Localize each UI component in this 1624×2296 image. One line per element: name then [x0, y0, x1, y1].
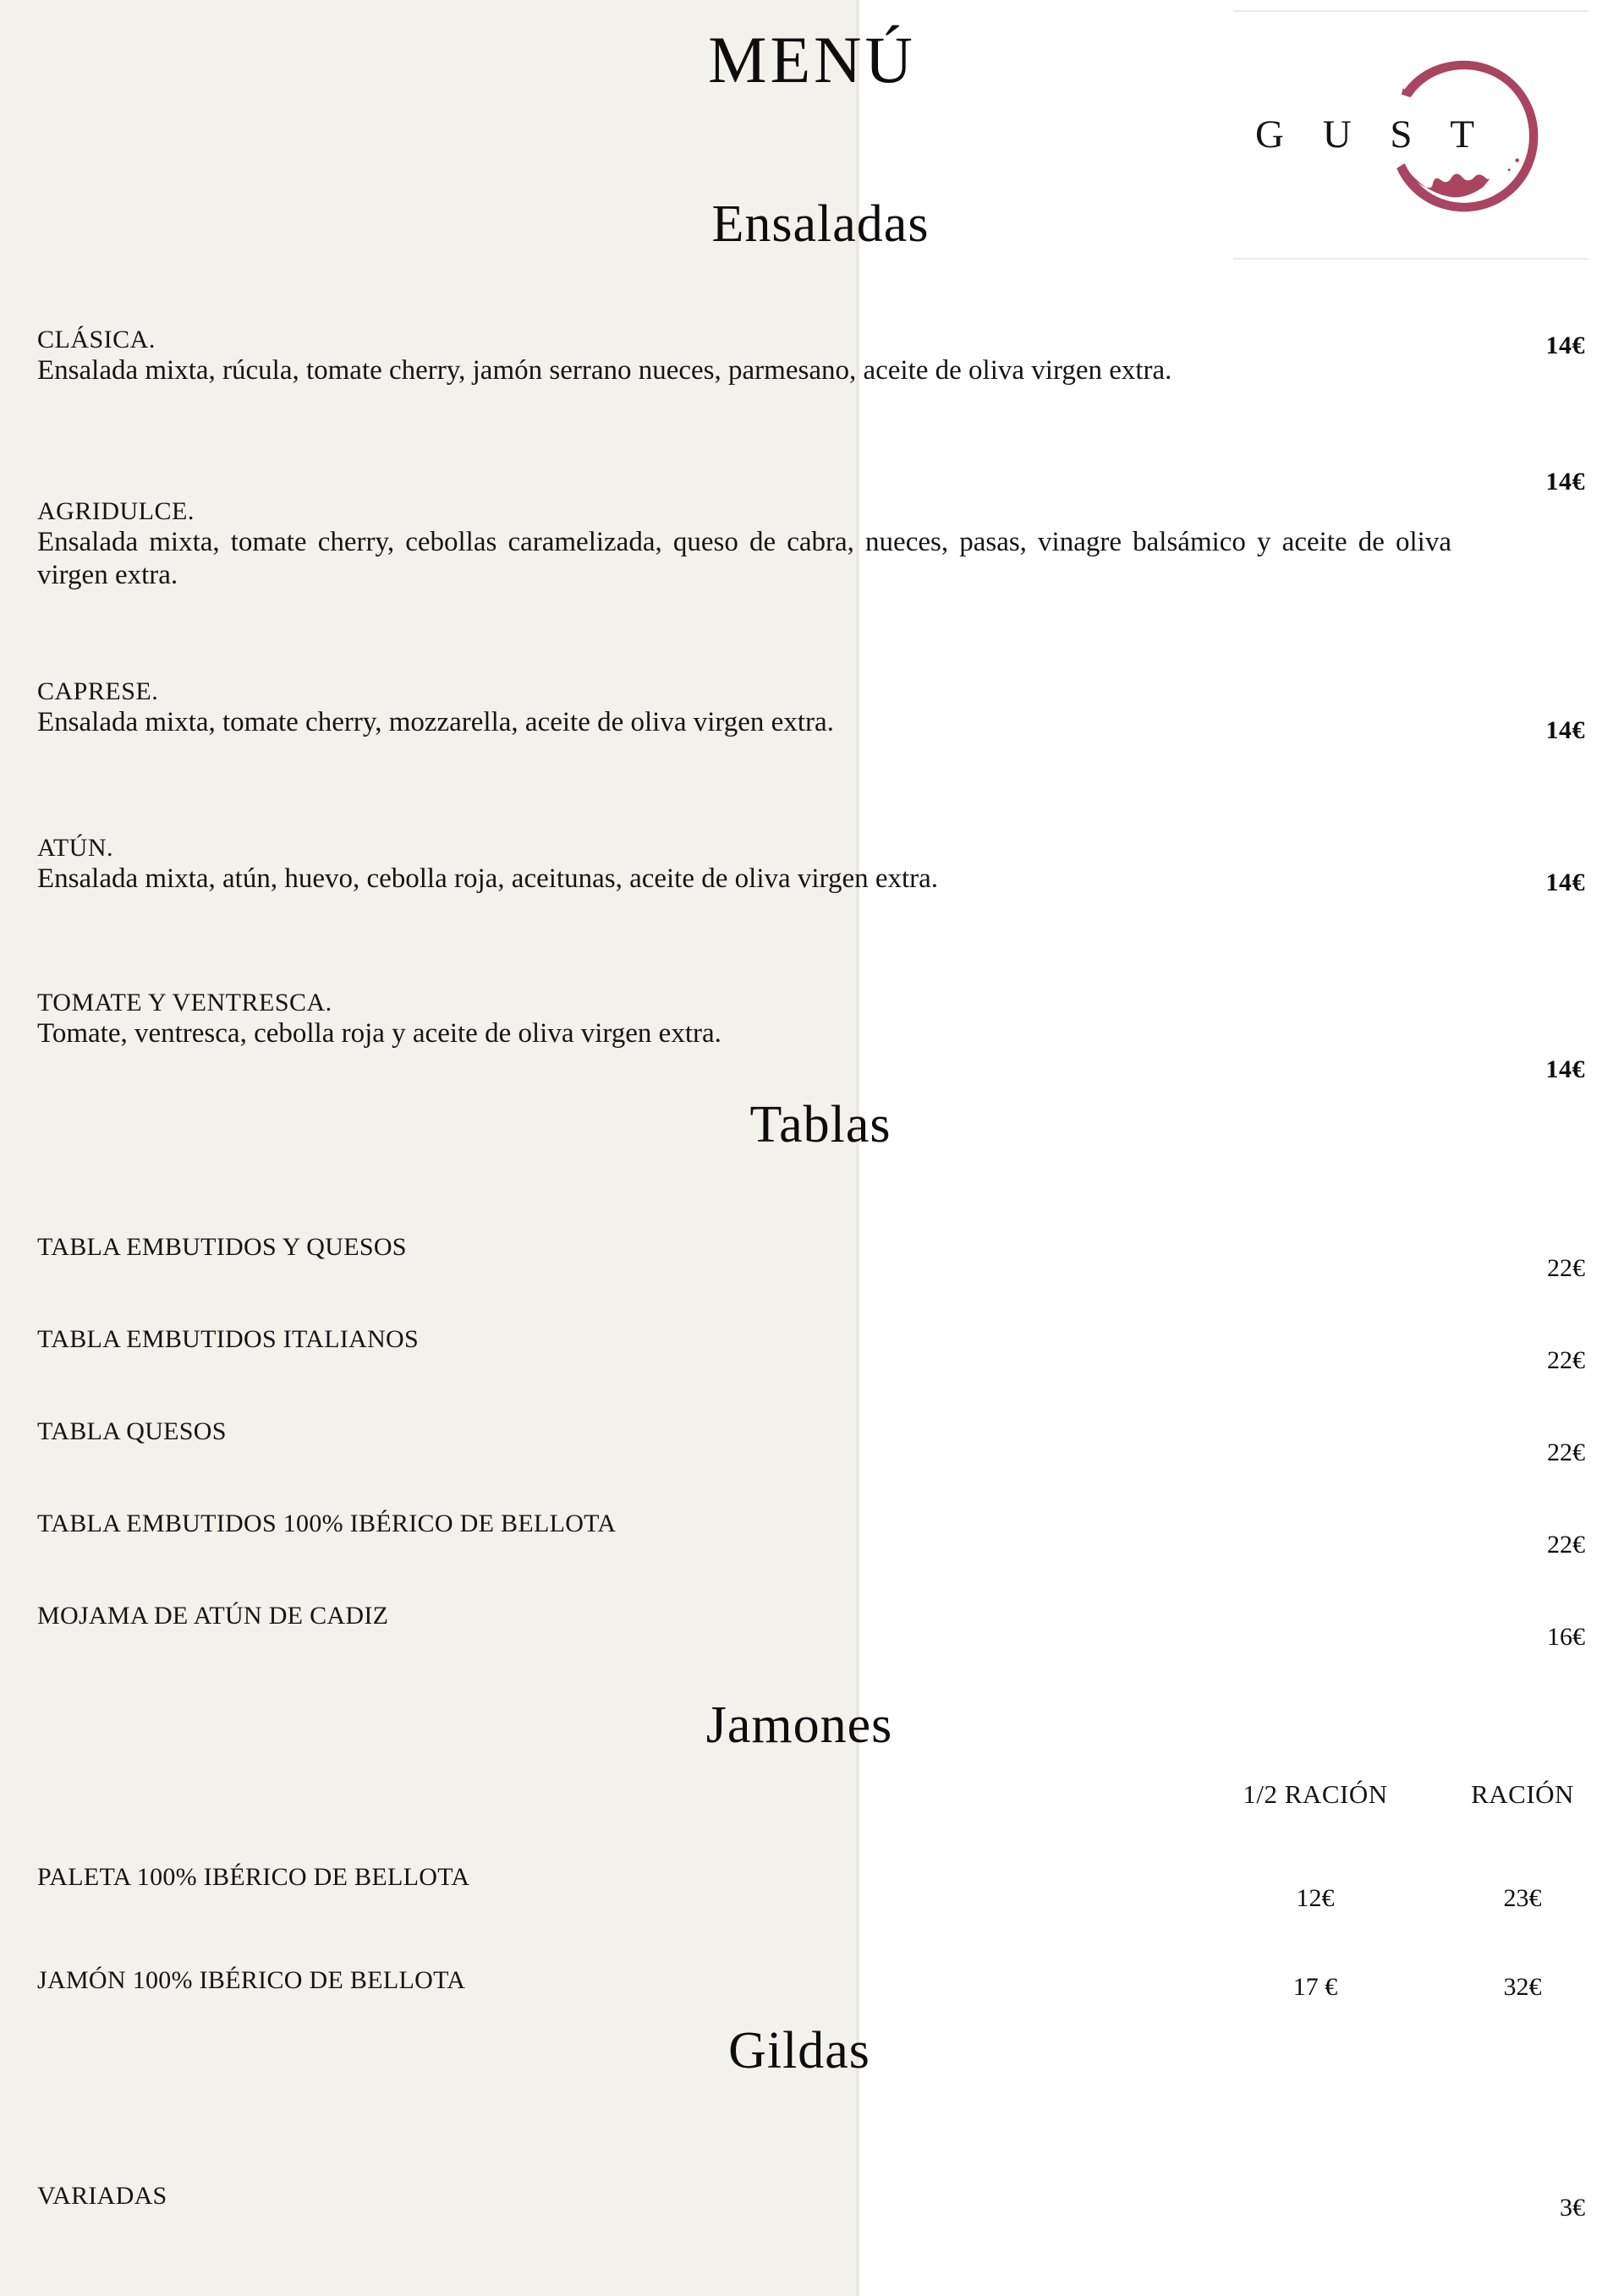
menu-item-description: Ensalada mixta, rúcula, tomate cherry, jamón serrano nueces, parmesano, aceite de oliva virgen extra.: [37, 355, 1172, 386]
menu-item-name: TABLA EMBUTIDOS 100% IBÉRICO DE BELLOTA: [37, 1510, 617, 1537]
menu-item[interactable]: [37, 677, 1467, 739]
page-title: MENÚ: [708, 23, 916, 96]
menu-item-price: 16€: [1547, 1623, 1585, 1651]
menu-item-price-half: 12€: [1296, 1884, 1335, 1912]
menu-item-price: 14€: [1545, 468, 1585, 496]
menu-item-price: 22€: [1547, 1438, 1585, 1466]
menu-item-price: 22€: [1547, 1346, 1585, 1374]
menu-item-name[interactable]: JAMÓN 100% IBÉRICO DE BELLOTA: [37, 1966, 466, 1994]
menu-item-description: Tomate, ventresca, cebolla roja y aceite de oliva virgen extra.: [37, 1018, 721, 1049]
menu-item-description: Ensalada mixta, tomate cherry, cebollas caramelizada, queso de cabra, nueces, pasas, vinagre balsámico y aceite de oliva virgen extra.: [37, 527, 1451, 591]
menu-item-price: 14€: [1545, 332, 1585, 359]
menu-item[interactable]: [37, 833, 1467, 896]
brand-wordmark: G U S T: [1255, 112, 1490, 156]
section-heading-gildas: Gildas: [728, 2022, 870, 2080]
menu-item-name: CAPRESE.: [37, 677, 159, 705]
menu-item-price-half: 17 €: [1292, 1973, 1338, 2001]
column-header-half-racion: 1/2 RACIÓN: [1243, 1779, 1388, 1809]
menu-item[interactable]: [37, 988, 1467, 1050]
menu-item-name: TABLA QUESOS: [37, 1417, 227, 1445]
menu-item-price-full: 23€: [1503, 1884, 1542, 1912]
menu-item-price: 14€: [1545, 869, 1585, 896]
column-header-racion: RACIÓN: [1471, 1779, 1574, 1809]
menu-item[interactable]: [37, 496, 1467, 592]
menu-item-name: TABLA EMBUTIDOS Y QUESOS: [37, 1233, 407, 1261]
menu-item-description: Ensalada mixta, tomate cherry, mozzarella, aceite de oliva virgen extra.: [37, 707, 834, 738]
menu-item-name: CLÁSICA.: [37, 326, 156, 353]
section-heading-tablas: Tablas: [749, 1096, 892, 1153]
menu-item-name: AGRIDULCE.: [37, 497, 195, 525]
menu-item-price: 22€: [1547, 1254, 1585, 1282]
menu-item-name: TOMATE Y VENTRESCA.: [37, 989, 332, 1016]
menu-item-name: ATÚN.: [37, 834, 113, 862]
menu-item-price: 3€: [1560, 2194, 1585, 2222]
menu-item[interactable]: [37, 1325, 1221, 1354]
menu-item[interactable]: [37, 1417, 1221, 1446]
menu-item-price: 22€: [1547, 1531, 1585, 1559]
menu-item-price: 14€: [1545, 716, 1585, 744]
menu-item-name: MOJAMA DE ATÚN DE CADIZ: [37, 1602, 389, 1630]
menu-item[interactable]: [37, 325, 1467, 387]
menu-item[interactable]: [37, 1602, 1221, 1630]
menu-item-price-full: 32€: [1503, 1973, 1542, 2001]
menu-item-description: Ensalada mixta, atún, huevo, cebolla roja, aceitunas, aceite de oliva virgen extra.: [37, 863, 939, 895]
menu-item-name: TABLA EMBUTIDOS ITALIANOS: [37, 1325, 420, 1353]
menu-item-name[interactable]: VARIADAS: [37, 2182, 167, 2210]
section-heading-jamones: Jamones: [705, 1696, 893, 1754]
menu-item[interactable]: [37, 1510, 1221, 1538]
menu-item[interactable]: [37, 1233, 1221, 1262]
menu-item-price: 14€: [1545, 1055, 1585, 1083]
menu-item-name[interactable]: PALETA 100% IBÉRICO DE BELLOTA: [37, 1863, 470, 1891]
section-heading-ensaladas: Ensaladas: [711, 195, 930, 253]
